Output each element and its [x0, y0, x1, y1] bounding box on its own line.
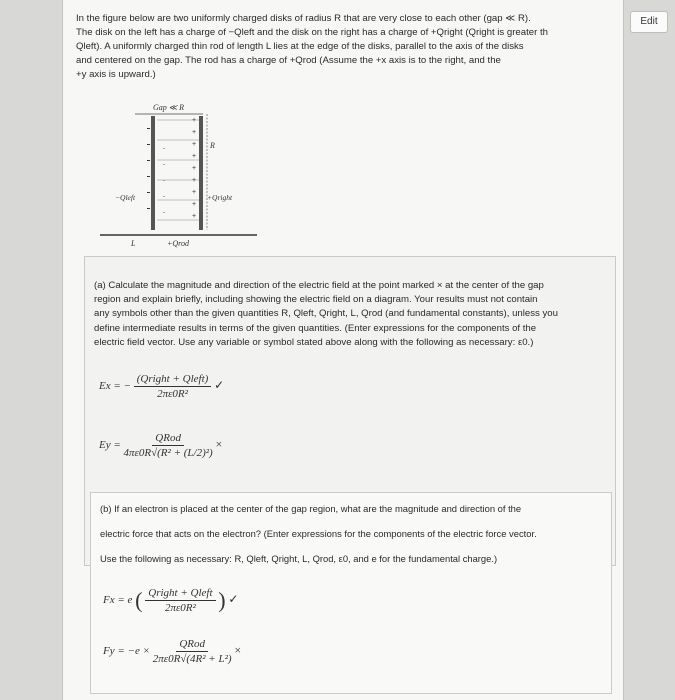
- radius-label: R: [210, 141, 215, 150]
- part-b-line: electric force that acts on the electron? (Enter expressions for the components of the electric force vector.: [100, 528, 537, 539]
- intro-line: +y axis is upward.): [76, 69, 156, 80]
- intro-line: Qleft). A uniformly charged thin rod of length L lies at the edge of the disks, parallel to the axis of the disks: [76, 41, 524, 52]
- intro-line: The disk on the left has a charge of −Qleft and the disk on the right has a charge of +Qright (Qright is greater th: [76, 27, 548, 38]
- part-a-line: (a) Calculate the magnitude and direction of the electric field at the point marked × at the center of the gap: [94, 280, 544, 291]
- intro-line: and centered on the gap. The rod has a charge of +Qrod (Assume the +x axis is to the right, and the: [76, 55, 501, 66]
- svg-text:+: +: [192, 141, 197, 148]
- intro-line: In the figure below are two uniformly charged disks of radius R that are very close to each other (gap ≪ R).: [76, 13, 531, 24]
- ey-fraction: [124, 432, 213, 459]
- svg-text:-: -: [163, 178, 165, 184]
- right-disk-charges: [192, 117, 196, 220]
- ey-label: Ey =: [99, 439, 121, 452]
- ey-answer[interactable]: [99, 432, 222, 459]
- edit-button[interactable]: Edit: [630, 11, 668, 33]
- problem-intro: [76, 12, 616, 82]
- fx-factor: e: [127, 594, 133, 607]
- ex-answer[interactable]: [99, 373, 224, 400]
- disks-rod-figure: [95, 100, 270, 250]
- ex-fraction: [134, 373, 212, 400]
- fx-denominator: 2πε0R²: [164, 602, 196, 614]
- qright-label: +Qright: [207, 193, 233, 202]
- gap-charges: [163, 146, 165, 216]
- left-disk-charges: [147, 128, 150, 209]
- svg-text:+: +: [192, 117, 197, 124]
- part-b-line: (b) If an electron is placed at the center of the gap region, what are the magnitude and direction of the: [100, 503, 522, 514]
- correct-check-icon: ✓: [228, 592, 239, 607]
- part-b-panel: [90, 492, 612, 694]
- svg-text:+: +: [192, 201, 197, 208]
- part-a-line: any symbols other than the given quantities R, Qleft, Qright, L, Qrod (and fundamental constants), unless you: [94, 308, 558, 320]
- svg-text:-: -: [163, 146, 165, 152]
- fy-label: Fy =: [103, 645, 125, 658]
- fx-answer[interactable]: Fx = e ( $\frac{\text{Qright + Qleft}}{\text{2πε0R²}}$ ) ✓: [103, 587, 239, 614]
- svg-text:-: -: [163, 162, 165, 168]
- ex-numerator: (Qright + Qleft): [134, 373, 212, 387]
- fx-numerator: Qright + Qleft: [145, 587, 215, 601]
- part-a-line: define intermediate results in terms of the given quantities. (Enter expressions for the components of the: [94, 322, 537, 334]
- right-disk: [199, 116, 203, 230]
- incorrect-cross-icon: ×: [215, 437, 223, 452]
- part-a-question: [94, 279, 558, 350]
- part-b-question: [100, 503, 537, 578]
- fx-fraction: [145, 587, 215, 614]
- part-b-line: Use the following as necessary: R, Qleft, Qright, L, Qrod, ε0, and e for the fundamental charge.): [100, 553, 498, 564]
- svg-text:+: +: [192, 213, 197, 220]
- ey-denominator: 4πε0R√(R² + (L/2)²): [123, 447, 213, 459]
- fy-factor: −e ×: [127, 645, 151, 658]
- gap-label: Gap ≪ R: [153, 103, 185, 112]
- svg-text:-: -: [163, 194, 165, 200]
- rod-length-label: L: [131, 239, 136, 248]
- fy-answer[interactable]: [103, 638, 241, 665]
- incorrect-cross-icon: ×: [234, 643, 242, 658]
- fy-denominator: 2πε0R√(4R² + L²): [152, 653, 232, 665]
- ex-label: Ex =: [99, 380, 121, 393]
- svg-text:+: +: [192, 129, 197, 136]
- svg-text:+: +: [192, 165, 197, 172]
- svg-text:+: +: [192, 153, 197, 160]
- ey-numerator: QRod: [152, 432, 184, 446]
- ex-sign: −: [123, 380, 131, 393]
- svg-text:-: -: [163, 210, 165, 216]
- part-a-line: region and explain briefly, including showing the electric field on a diagram. Your results must not contain: [94, 294, 538, 306]
- svg-text:+: +: [192, 189, 197, 196]
- left-disk: [151, 116, 155, 230]
- svg-text:+: +: [192, 177, 197, 184]
- part-a-line: electric field vector. Use any variable or symbol stated above along with the following as necessary: ε0.): [94, 336, 534, 348]
- fy-numerator: QRod: [176, 638, 208, 652]
- qleft-label: −Qleft: [115, 193, 136, 202]
- fy-fraction: [153, 638, 232, 665]
- ex-denominator: 2πε0R²: [157, 388, 188, 400]
- fx-label: Fx =: [103, 594, 125, 607]
- qrod-label: +Qrod: [167, 239, 189, 248]
- correct-check-icon: ✓: [214, 378, 225, 393]
